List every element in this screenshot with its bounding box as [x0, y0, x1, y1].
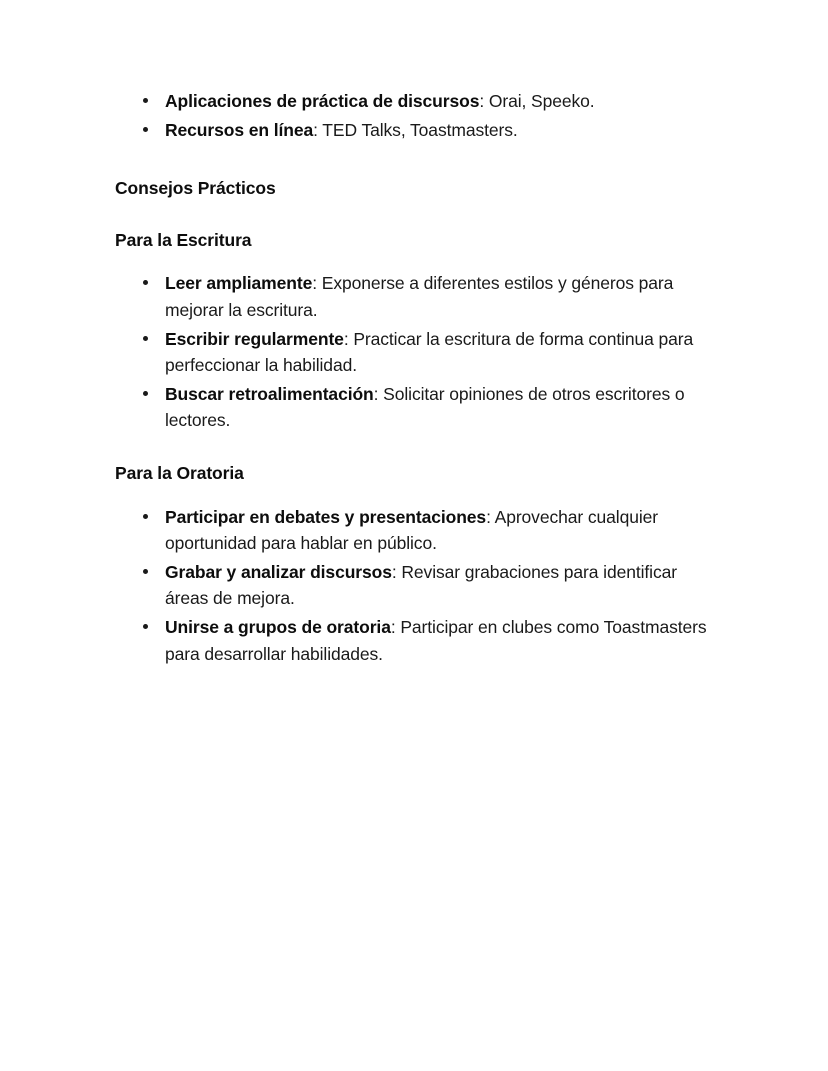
bullet-dot-icon	[143, 336, 148, 341]
list-item-term: Aplicaciones de práctica de discursos	[165, 91, 480, 111]
list-item-term: Buscar retroalimentación	[165, 383, 374, 404]
list-item	[115, 326, 715, 379]
list-item-term: Leer ampliamente	[165, 273, 313, 294]
list-item-term: Recursos en línea	[165, 119, 314, 140]
list-item	[115, 504, 715, 557]
subsection-heading-para-la-escritura: Para la Escritura	[115, 229, 252, 250]
section-heading-consejos-practicos: Consejos Prácticos	[115, 178, 276, 199]
list-item-term: Unirse a grupos de oratoria	[165, 617, 391, 637]
list-item	[115, 381, 715, 434]
list-item	[115, 559, 715, 612]
tools-resources-list	[115, 88, 715, 143]
list-item-description: : TED Talks, Toastmasters.	[313, 119, 518, 140]
bullet-dot-icon	[143, 127, 148, 132]
list-item-description: : Aprovechar cualquier oportunidad para hablar en público.	[165, 506, 658, 554]
bullet-dot-icon	[143, 569, 148, 574]
list-item-description: : Orai, Speeko.	[479, 91, 595, 111]
bullet-dot-icon	[143, 280, 148, 285]
list-item-term: Grabar y analizar discursos	[165, 561, 392, 582]
bullet-dot-icon	[143, 98, 148, 103]
subsection-heading-para-la-oratoria: Para la Oratoria	[115, 463, 244, 483]
list-item-term: Escribir regularmente	[165, 328, 344, 349]
bullet-dot-icon	[143, 391, 148, 396]
escritura-tips-list	[115, 270, 715, 434]
list-item	[115, 117, 715, 144]
list-item-description: : Participar en clubes como Toastmasters para desarrollar habilidades.	[165, 617, 707, 664]
list-item-description: : Revisar grabaciones para identificar áreas de mejora.	[165, 561, 677, 609]
oratoria-tips-list	[115, 504, 715, 668]
bullet-dot-icon	[143, 624, 148, 629]
document-body	[115, 88, 715, 667]
list-item	[115, 614, 715, 667]
list-item-term: Participar en debates y presentaciones	[165, 506, 487, 527]
list-item	[115, 270, 715, 323]
bullet-dot-icon	[143, 514, 148, 519]
list-item	[115, 88, 715, 115]
list-item-description: : Exponerse a diferentes estilos y géneros para mejorar la escritura.	[165, 273, 674, 321]
list-item-description: : Solicitar opiniones de otros escritores o lectores.	[165, 383, 685, 431]
list-item-description: : Practicar la escritura de forma continua para perfeccionar la habilidad.	[165, 328, 694, 376]
